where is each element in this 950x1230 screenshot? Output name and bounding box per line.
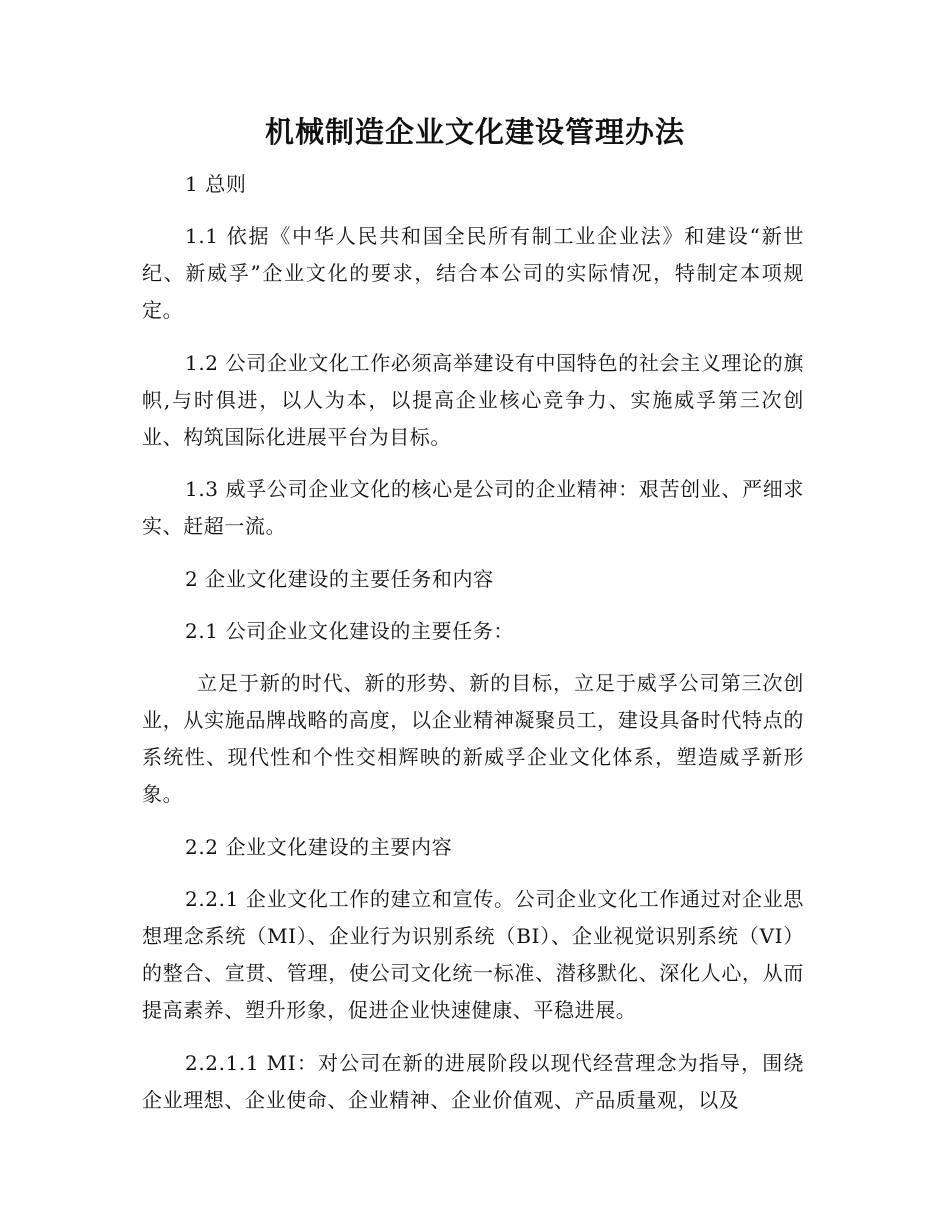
section-heading-1: 1 总则 bbox=[185, 172, 247, 196]
paragraph-2-1: 2.1 公司企业文化建设的主要任务： bbox=[185, 619, 514, 643]
paragraph-1-3: 1.3 威孚公司企业文化的核心是公司的企业精神：艰苦创业、严细求实、赶超一流。 bbox=[142, 477, 804, 538]
section-heading-2: 2 企业文化建设的主要任务和内容 bbox=[185, 567, 494, 591]
paragraph-2-2-1-1: 2.2.1.1 MI：对公司在新的进展阶段以现代经营理念为指导，围绕企业理想、企业使命、企业精神、企业价值观、产品质量观，以及 bbox=[142, 1051, 804, 1112]
paragraph-1-1: 1.1 依据《中华人民共和国全民所有制工业企业法》和建设“新世纪、新威孚”企业文化的要求，结合本公司的实际情况，特制定本项规定。 bbox=[142, 224, 804, 322]
paragraph-2-1-body: 立足于新的时代、新的形势、新的目标，立足于威孚公司第三次创业，从实施品牌战略的高度，以企业精神凝聚员工，建设具备时代特点的系统性、现代性和个性交相辉映的新威孚企业文化体系，塑造威孚新形象。 bbox=[142, 671, 804, 806]
paragraph-2-2: 2.2 企业文化建设的主要内容 bbox=[185, 835, 453, 859]
paragraph-2-2-1: 2.2.1 企业文化工作的建立和宣传。公司企业文化工作通过对企业思想理念系统（MI）、企业行为识别系统（BI）、企业视觉识别系统（VI）的整合、宣贯、管理，使公司文化统一标准、潜移默化、深化人心，从而提高素养、塑升形象，促进企业快速健康、平稳进展。 bbox=[142, 887, 804, 1022]
paragraph-1-2: 1.2 公司企业文化工作必须高举建设有中国特色的社会主义理论的旗帜,与时俱进，以人为本，以提高企业核心竞争力、实施威孚第三次创业、构筑国际化进展平台为目标。 bbox=[142, 351, 804, 449]
document-title: 机械制造企业文化建设管理办法 bbox=[264, 115, 685, 149]
